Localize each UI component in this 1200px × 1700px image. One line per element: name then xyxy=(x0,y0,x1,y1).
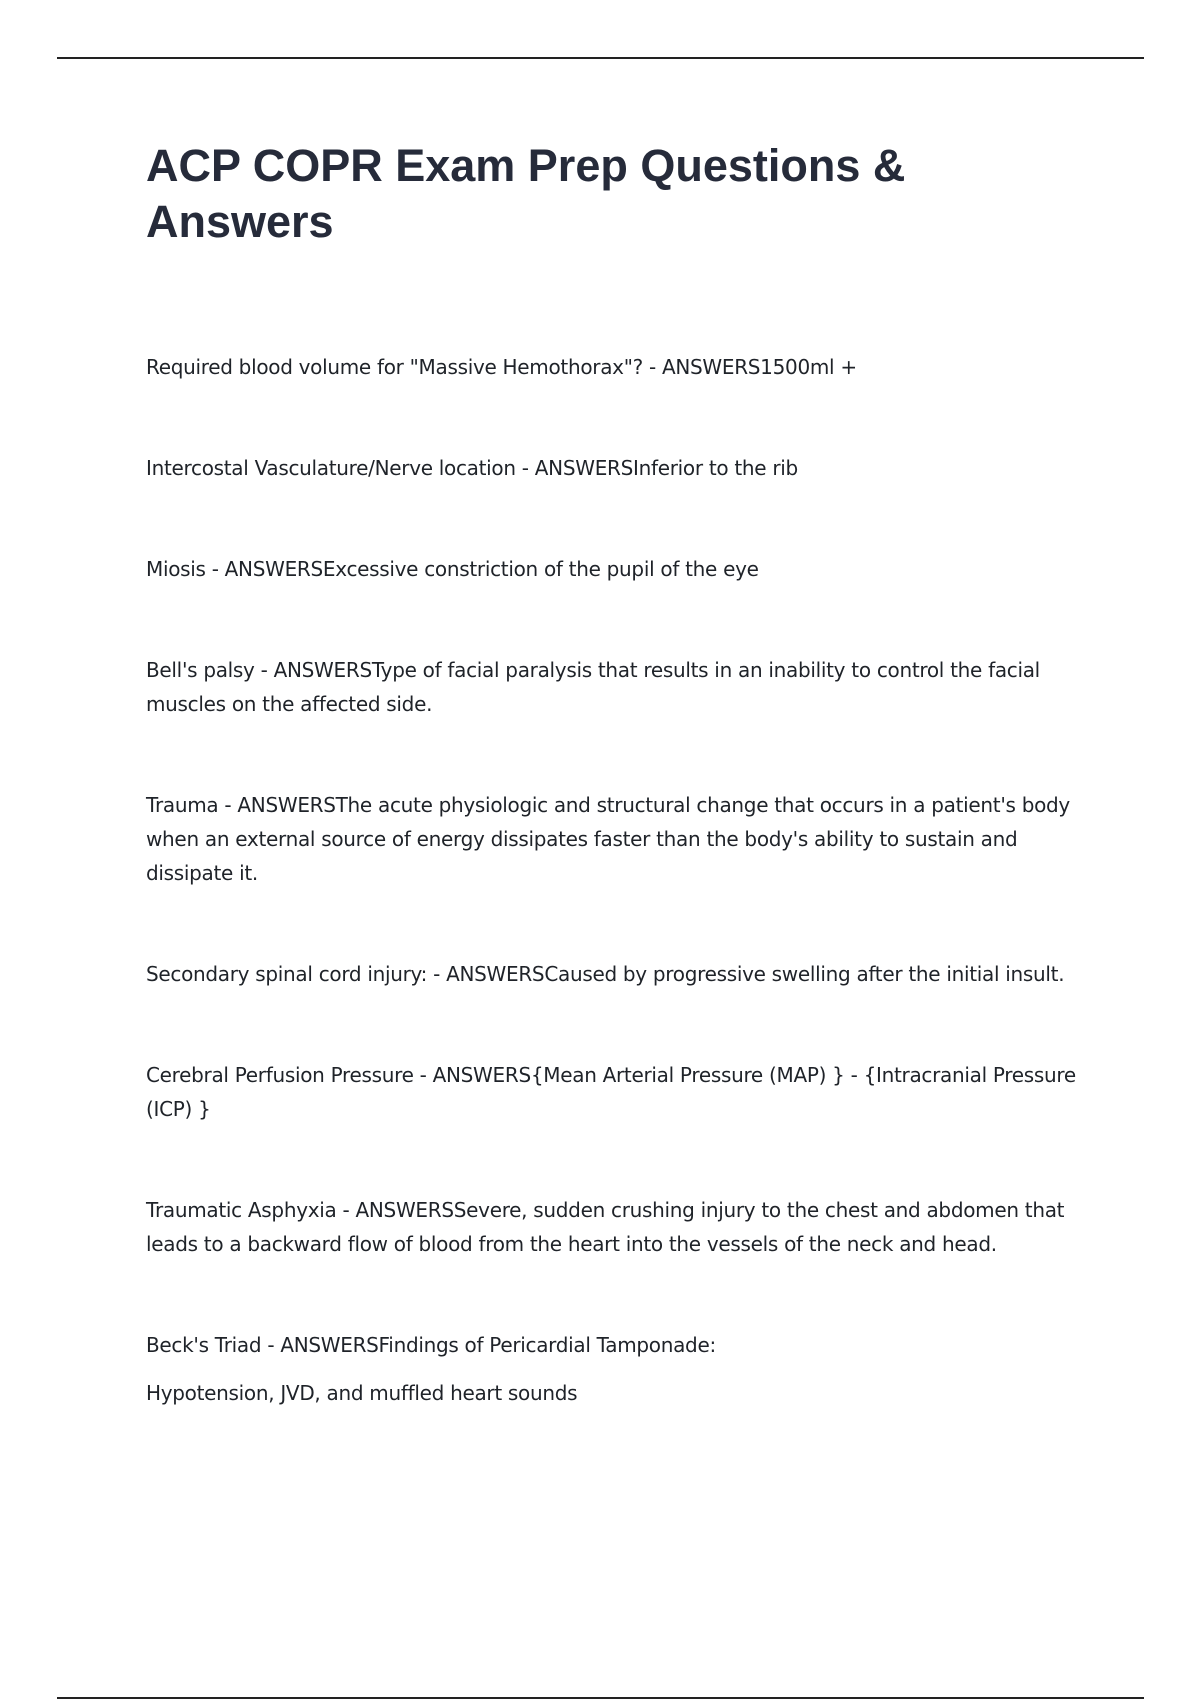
qa-text: Cerebral Perfusion Pressure - ANSWERS{Mean Arterial Pressure (MAP) } - {Intracranial Pressure (ICP) } xyxy=(146,1063,1076,1121)
qa-text: Intercostal Vasculature/Nerve location - ANSWERSInferior to the rib xyxy=(146,456,798,480)
qa-text: Trauma - ANSWERSThe acute physiologic and structural change that occurs in a patient's body when an external source of energy dissipates faster than the body's ability to sustain and dissipate it. xyxy=(146,793,1070,885)
qa-text: Beck's Triad - ANSWERSFindings of Pericardial Tamponade: xyxy=(146,1333,716,1357)
qa-text: Secondary spinal cord injury: - ANSWERSCaused by progressive swelling after the initial insult. xyxy=(146,962,1065,986)
qa-entry xyxy=(146,1193,1086,1261)
qa-entry xyxy=(146,957,1086,991)
qa-entry xyxy=(146,1058,1086,1126)
qa-text: Miosis - ANSWERSExcessive constriction of the pupil of the eye xyxy=(146,557,759,581)
qa-entry xyxy=(146,451,1086,485)
qa-list xyxy=(146,350,1086,1410)
bottom-rule xyxy=(57,1697,1144,1699)
document-title: ACP COPR Exam Prep Questions & Answers xyxy=(146,140,906,247)
qa-text: Traumatic Asphyxia - ANSWERSSevere, sudden crushing injury to the chest and abdomen that leads to a backward flow of blood from the heart into the vessels of the neck and head. xyxy=(146,1198,1065,1256)
qa-entry xyxy=(146,552,1086,586)
qa-text: Bell's palsy - ANSWERSType of facial paralysis that results in an inability to control the facial muscles on the affected side. xyxy=(146,658,1040,716)
qa-entry xyxy=(146,350,1086,384)
qa-text-continuation: Hypotension, JVD, and muffled heart sounds xyxy=(146,1381,578,1405)
qa-entry xyxy=(146,653,1086,721)
qa-text: Required blood volume for "Massive Hemothorax"? - ANSWERS1500ml + xyxy=(146,355,857,379)
top-rule xyxy=(57,57,1144,59)
document-body xyxy=(146,138,1086,1477)
qa-entry xyxy=(146,788,1086,890)
qa-entry xyxy=(146,1328,1086,1410)
